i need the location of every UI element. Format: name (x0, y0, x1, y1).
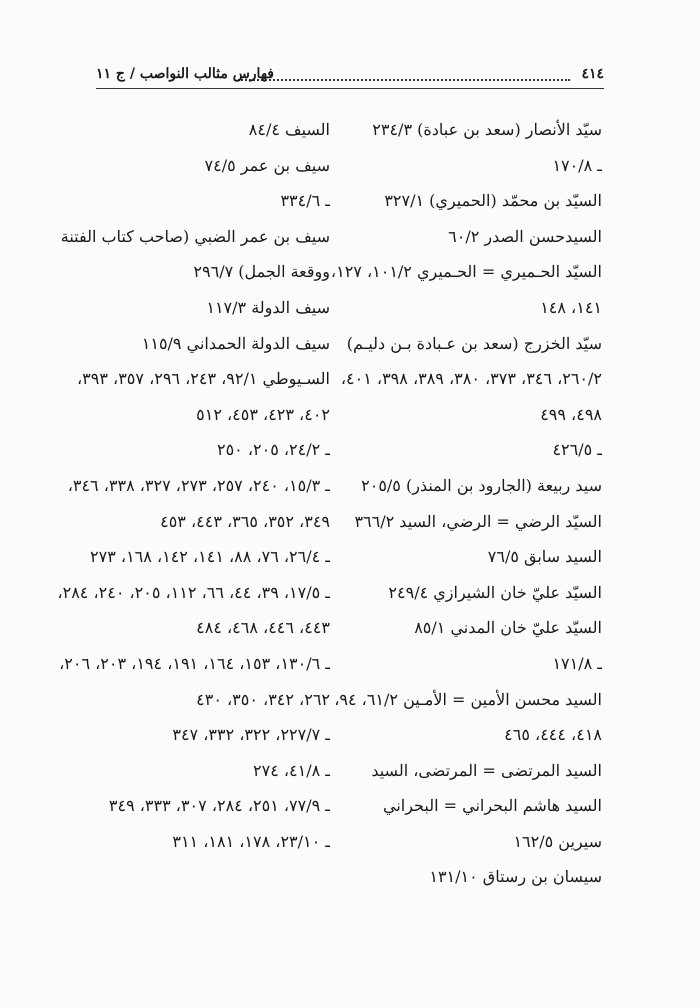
index-entry: السـيوطي ٩٢/١، ٢٤٣، ٢٩٦، ٣٥٧، ٣٩٣، (77, 369, 330, 389)
index-entry: السيّد الحـميري = الحـميري ١٠١/٢، ١٢٧، (330, 262, 602, 282)
index-entry: ـ ٢٣/١٠، ١٧٨، ١٨١، ٣١١ (172, 831, 330, 851)
index-entry: السيّد عليّ خان الشيرازي ٢٤٩/٤ (388, 582, 602, 602)
index-entry: سيد ربيعة (الجارود بن المنذر) ٢٠٥/٥ (361, 475, 602, 495)
index-entry: سيف الدولة ١١٧/٣ (206, 297, 330, 317)
index-entry: ٤١٨، ٤٤٤، ٤٦٥ (504, 725, 602, 745)
index-entry: السيّد الرضي = الرضي، السيد ٣٦٦/٢ (354, 511, 602, 531)
index-entry: ٤٩٨، ٤٩٩ (540, 404, 602, 424)
page-number: ٤١٤ (581, 66, 604, 82)
index-entry: ـ ٣٣٤/٦ (280, 191, 330, 211)
index-entry: السيد هاشم البحراني = البحراني (382, 796, 602, 816)
index-entry: ١٤١، ١٤٨ (540, 297, 602, 317)
index-entry: ـ ٧٧/٩، ٢٥١، ٢٨٤، ٣٠٧، ٣٣٣، ٣٤٩ (108, 796, 330, 816)
index-entry: السيد المرتضى = المرتضى، السيد (371, 760, 602, 780)
index-entry: ووقعة الجمل) ٢٩٦/٧ (193, 262, 330, 282)
index-entry: السيد سابق ٧٦/٥ (487, 547, 602, 567)
index-entry: السيدحسن الصدر ٦٠/٢ (448, 226, 602, 246)
index-entry: السيّد عليّ خان المدني ٨٥/١ (414, 618, 602, 638)
index-entry: ٤٤٣، ٤٤٦، ٤٦٨، ٤٨٤ (196, 618, 330, 638)
index-entry: سيّد الأنصار (سعد بن عبادة) ٢٣٤/٣ (372, 120, 602, 139)
index-entry: سيسان بن رستاق ١٣١/١٠ (429, 867, 602, 887)
header-title: فهارس مثالب النواصب / ج ١١ (96, 66, 274, 82)
index-entry: ـ ١٧٠/٨ (552, 155, 602, 175)
index-entry: ـ ١٥/٣، ٢٤٠، ٢٥٧، ٢٧٣، ٣٢٧، ٣٣٨، ٣٤٦، (67, 475, 330, 495)
index-entry: ٢٦٠/٢، ٣٤٦، ٣٧٣، ٣٨٠، ٣٨٩، ٣٩٨، ٤٠١، (340, 369, 602, 389)
index-entry: ـ ١٧/٥، ٣٩، ٤٤، ٦٦، ١١٢، ٢٠٥، ٢٤٠، ٢٨٤، (57, 582, 330, 602)
index-entry: ـ ١٣٠/٦، ١٥٣، ١٦٤، ١٩١، ١٩٤، ٢٠٣، ٢٠٦، (59, 653, 330, 673)
index-entry: السيف ٨٤/٤ (248, 120, 330, 139)
index-entry: ٤٠٢، ٤٢٣، ٤٥٣، ٥١٢ (196, 404, 330, 424)
index-entry: سيّد الخزرج (سعد بن عـبادة بـن دليـم) (346, 333, 602, 353)
index-entry: ٢٦٢، ٣٤٢، ٣٥٠، ٤٣٠ (196, 689, 330, 709)
index-entry: ـ ٢٢٧/٧، ٣٢٢، ٣٣٢، ٣٤٧ (172, 725, 330, 745)
index-entry: ـ ٢٦/٤، ٧٦، ٨٨، ١٤١، ١٤٢، ١٦٨، ٢٧٣ (90, 547, 330, 567)
index-entry: ٣٤٩، ٣٥٢، ٣٦٥، ٤٤٣، ٤٥٣ (160, 511, 330, 531)
index-entry: سيرين ١٦٢/٥ (513, 831, 602, 851)
leader-dots (238, 62, 570, 81)
index-entry: سيف بن عمر الضبي (صاحب كتاب الفتنة (60, 226, 330, 246)
index-column-left (50, 112, 330, 859)
index-column-right (302, 112, 602, 895)
index-entry: سيف بن عمر ٧٤/٥ (204, 155, 330, 175)
index-entry: السيد محسن الأمين = الأمـين ٦١/٢، ٩٤، (334, 689, 602, 709)
index-entry: السيّد بن محمّد (الحميري) ٣٢٧/١ (384, 191, 602, 211)
index-entry: ـ ٢٤/٢، ٢٠٥، ٢٥٠ (216, 440, 330, 460)
index-entry: ـ ٤١/٨، ٢٧٤ (253, 760, 330, 780)
index-entry: ـ ٤٢٦/٥ (552, 440, 602, 460)
index-entry: سيف الدولة الحمداني ١١٥/٩ (141, 333, 330, 353)
running-header (96, 62, 604, 89)
index-entry: ـ ١٧١/٨ (552, 653, 602, 673)
